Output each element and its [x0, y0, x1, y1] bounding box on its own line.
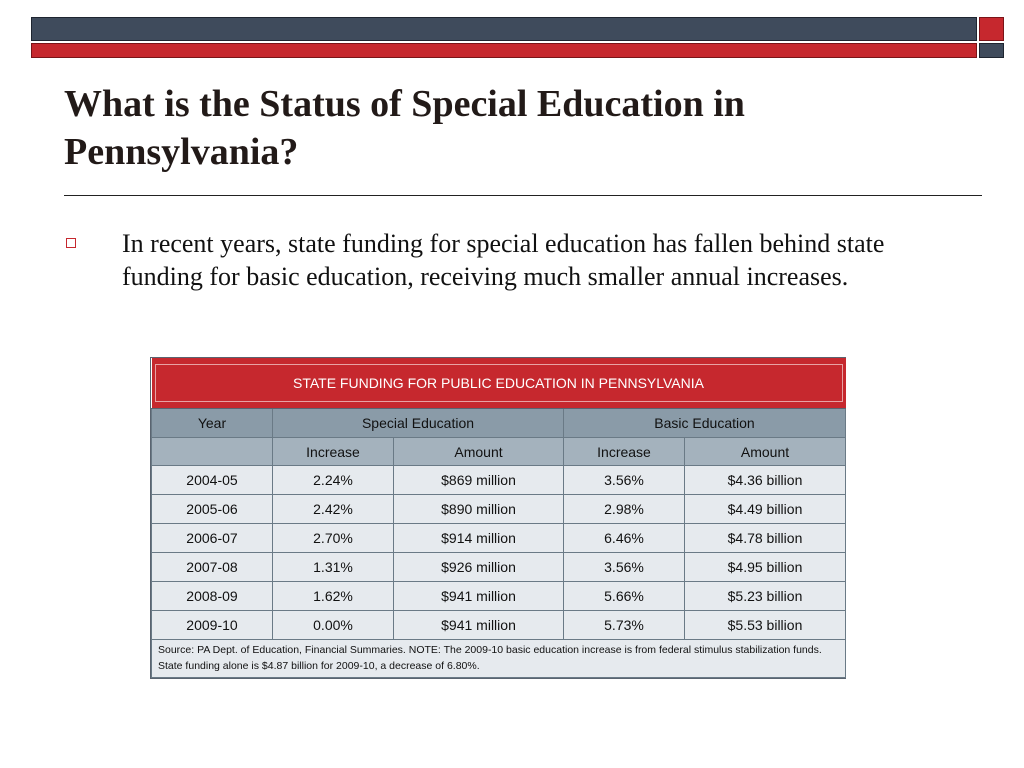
cell-basic-increase: 5.73% — [564, 611, 685, 640]
table-row — [152, 466, 846, 495]
cell-special-increase: 2.24% — [273, 466, 394, 495]
bullet-text: In recent years, state funding for special education has fallen behind state funding for basic education, receiving much smaller annual increases. — [122, 229, 885, 291]
cell-special-amount: $890 million — [394, 495, 564, 524]
corner-decor-red — [979, 17, 1004, 41]
header-year: Year — [152, 409, 273, 438]
cell-basic-amount: $4.78 billion — [685, 524, 846, 553]
cell-special-amount: $914 million — [394, 524, 564, 553]
table-row — [152, 524, 846, 553]
cell-special-amount: $941 million — [394, 582, 564, 611]
cell-basic-amount: $4.95 billion — [685, 553, 846, 582]
cell-special-amount: $926 million — [394, 553, 564, 582]
header-special-education: Special Education — [273, 409, 564, 438]
subheader-basic-amount: Amount — [685, 438, 846, 466]
cell-basic-increase: 5.66% — [564, 582, 685, 611]
cell-special-amount: $869 million — [394, 466, 564, 495]
cell-year: 2005-06 — [152, 495, 273, 524]
top-decor-bar-dark — [31, 17, 977, 41]
cell-special-increase: 1.31% — [273, 553, 394, 582]
table-row — [152, 582, 846, 611]
cell-basic-amount: $4.49 billion — [685, 495, 846, 524]
subheader-special-increase: Increase — [273, 438, 394, 466]
table-title-cell — [152, 358, 846, 409]
cell-year: 2006-07 — [152, 524, 273, 553]
cell-special-increase: 0.00% — [273, 611, 394, 640]
table-row — [152, 553, 846, 582]
funding-table — [150, 357, 846, 679]
cell-basic-amount: $4.36 billion — [685, 466, 846, 495]
cell-basic-increase: 2.98% — [564, 495, 685, 524]
subheader-blank — [152, 438, 273, 466]
subheader-basic-increase: Increase — [564, 438, 685, 466]
cell-year: 2007-08 — [152, 553, 273, 582]
cell-year: 2008-09 — [152, 582, 273, 611]
table-title: STATE FUNDING FOR PUBLIC EDUCATION IN PENNSYLVANIA — [155, 364, 843, 402]
cell-special-increase: 1.62% — [273, 582, 394, 611]
cell-basic-increase: 6.46% — [564, 524, 685, 553]
cell-basic-amount: $5.53 billion — [685, 611, 846, 640]
table-row — [152, 495, 846, 524]
slide-title: What is the Status of Special Education in Pennsylvania? — [64, 83, 745, 173]
cell-basic-increase: 3.56% — [564, 466, 685, 495]
title-divider — [64, 195, 982, 196]
corner-decor-dark — [979, 43, 1004, 58]
top-decor-bar-red — [31, 43, 977, 58]
table-row — [152, 611, 846, 640]
table-source-note: Source: PA Dept. of Education, Financial Summaries. NOTE: The 2009-10 basic education increase is from federal stimulus stabilization funds. State funding alone is $4.87 billion for 2009-10, a decrease of 6.80%. — [152, 640, 846, 678]
cell-special-increase: 2.70% — [273, 524, 394, 553]
cell-special-increase: 2.42% — [273, 495, 394, 524]
subheader-special-amount: Amount — [394, 438, 564, 466]
header-basic-education: Basic Education — [564, 409, 846, 438]
bullet-square-icon — [66, 238, 76, 248]
cell-year: 2004-05 — [152, 466, 273, 495]
cell-basic-amount: $5.23 billion — [685, 582, 846, 611]
cell-year: 2009-10 — [152, 611, 273, 640]
cell-basic-increase: 3.56% — [564, 553, 685, 582]
cell-special-amount: $941 million — [394, 611, 564, 640]
